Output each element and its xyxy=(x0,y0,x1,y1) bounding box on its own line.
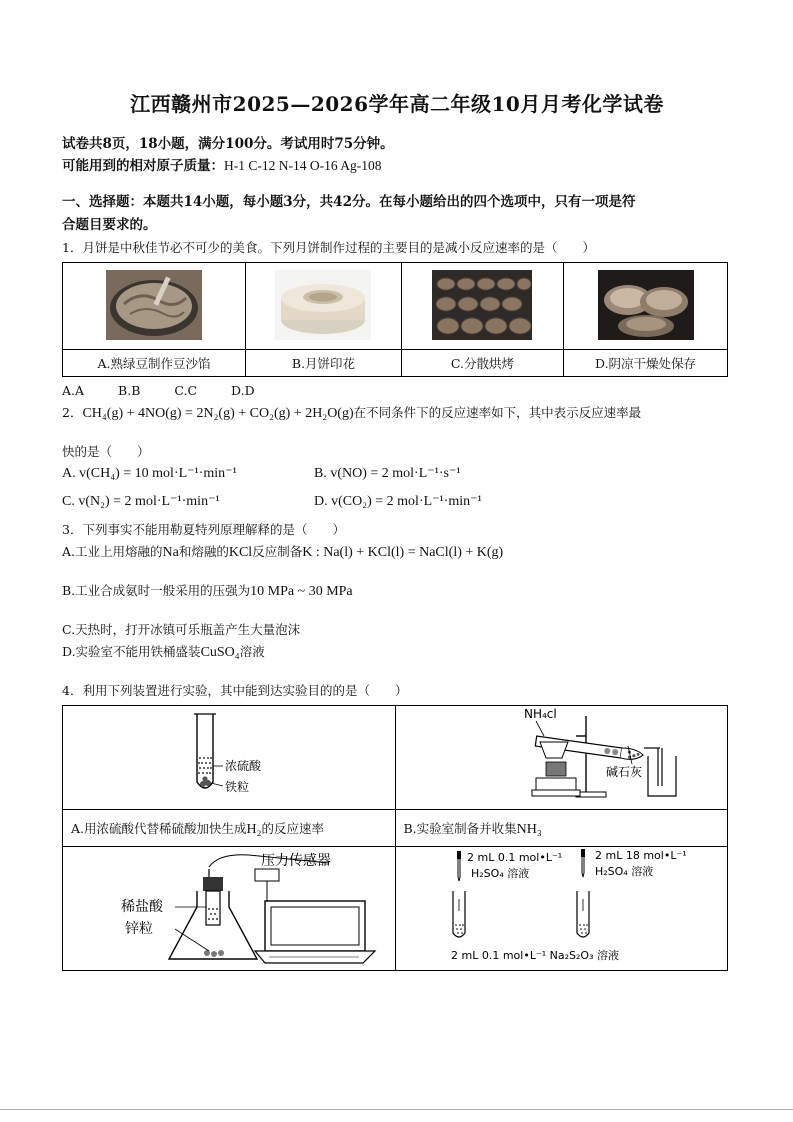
q4-caption-a-text-2: 的反应速率 xyxy=(261,820,325,836)
q2-options-row-1 xyxy=(62,463,732,485)
stored-mooncakes-image xyxy=(598,270,694,340)
q2-options-row-2 xyxy=(62,491,732,513)
atomic-mass-label: 可能用到的相对原子质量： xyxy=(62,158,224,174)
q3-option-b[interactable] xyxy=(62,580,732,603)
q1-option-b[interactable]: B.B xyxy=(118,383,141,398)
q2-option-d[interactable]: D. v(CO₂) = 2 mol·L⁻¹·min⁻¹ xyxy=(314,494,482,509)
ammonia-apparatus-diagram xyxy=(436,706,686,806)
q1-image-b xyxy=(246,263,402,350)
exam-meta xyxy=(62,133,732,177)
fig-a-label-iron: 铁粒 xyxy=(224,780,249,794)
q3-option-d-chem: CuSO₄ xyxy=(200,645,240,660)
question-4-table xyxy=(62,705,728,971)
q2-option-b[interactable]: B. v(NO) = 2 mol·L⁻¹·s⁻¹ xyxy=(314,466,461,481)
section-1-heading xyxy=(62,191,732,237)
q3-option-a-na: Na xyxy=(162,545,179,560)
q1-image-c xyxy=(401,263,563,350)
spacer xyxy=(62,664,732,680)
pressure-sensor-diagram xyxy=(69,847,389,967)
q4-figure-a xyxy=(63,706,396,810)
test-tube-diagram xyxy=(129,708,329,804)
q4-figure-c xyxy=(63,847,396,971)
q1-image-d xyxy=(564,263,728,350)
q3-option-a-text-3: 反应制备 xyxy=(252,544,303,559)
q3-option-a-equation: K : Na(l) + KCl(l) = NaCl(l) + K(g) xyxy=(302,545,504,560)
q3-option-d[interactable] xyxy=(62,641,732,664)
q2-stem-tail: 在不同条件下的反应速率如下，其中表示反应速率最 xyxy=(353,405,642,420)
q1-image-a xyxy=(63,263,246,350)
meta-line-1: 试卷共8页，18小题，满分100分。考试用时75分钟。 xyxy=(62,136,394,152)
exam-page xyxy=(62,88,732,974)
question-2-stem xyxy=(62,402,732,425)
fig-b-label-soda-lime: 碱石灰 xyxy=(606,765,643,779)
q4-caption-a-text: A.用浓硫酸代替稀硫酸加快生成 xyxy=(71,820,247,836)
q1-option-c[interactable]: C.C xyxy=(174,383,198,398)
q1-option-a[interactable]: A.A xyxy=(62,383,85,398)
fig-c-label-acid: 稀盐酸 xyxy=(120,899,163,915)
fig-d-tube-2-solution: H₂SO₄ 溶液 xyxy=(595,865,654,878)
question-1-options xyxy=(62,380,732,402)
fig-c-label-sensor: 压力传感器 xyxy=(260,853,331,869)
fig-d-tube-2-conc: 2 mL 18 mol•L⁻¹ xyxy=(595,849,687,862)
fig-c-label-zinc: 锌粒 xyxy=(124,921,153,937)
mooncakes-on-tray-image xyxy=(432,270,532,340)
q3-option-b-value: 10 MPa ~ 30 MPa xyxy=(250,584,353,599)
reaction-rate-tubes-diagram xyxy=(401,847,721,967)
q3-option-d-text-2: 溶液 xyxy=(239,644,265,659)
q4-figure-d xyxy=(395,847,728,971)
q2-option-a[interactable]: A. v(CH₄) = 10 mol·L⁻¹·min⁻¹ xyxy=(62,466,237,481)
q2-number: 2． xyxy=(62,405,83,420)
question-3-stem: 3．下列事实不能用勒夏特列原理解释的是（ ） xyxy=(62,522,345,537)
q4-caption-b[interactable] xyxy=(395,810,728,847)
q3-option-b-text: B.工业合成氨时一般采用的压强为 xyxy=(62,583,251,598)
q2-option-c[interactable]: C. v(N₂) = 2 mol·L⁻¹·min⁻¹ xyxy=(62,494,220,509)
q1-caption-d: D.阴凉干燥处保存 xyxy=(564,350,728,377)
spacer xyxy=(62,425,732,441)
spacer xyxy=(62,603,732,619)
fig-d-bottom-label: 2 mL 0.1 mol•L⁻¹ Na₂S₂O₃ 溶液 xyxy=(451,949,620,962)
q1-caption-c: C.分散烘烤 xyxy=(401,350,563,377)
q3-option-a-kcl: KCl xyxy=(228,545,253,560)
question-4-stem: 4．利用下列装置进行实验，其中能到达实验目的的是（ ） xyxy=(62,683,408,698)
fig-a-label-acid: 浓硫酸 xyxy=(224,759,261,773)
q1-option-d[interactable]: D.D xyxy=(231,383,255,398)
q4-figure-b xyxy=(395,706,728,810)
q4-caption-b-text: B.实验室制备并收集 xyxy=(403,820,517,836)
q1-caption-b: B.月饼印花 xyxy=(246,350,402,377)
fig-d-tube-1-solution: H₂SO₄ 溶液 xyxy=(471,867,530,880)
mooncake-stamp-image xyxy=(275,270,371,340)
page-bottom-divider xyxy=(0,1109,793,1110)
q4-caption-a-chem: H₂ xyxy=(246,821,262,837)
q3-option-d-text: D.实验室不能用铁桶盛装 xyxy=(62,644,201,659)
q2-stem-line-2: 快的是（ ） xyxy=(62,444,150,459)
question-1-stem: 1．月饼是中秋佳节必不可少的美食。下列月饼制作过程的主要目的是减小反应速率的是（ ） xyxy=(62,240,595,255)
section-1-heading-line-2: 合题目要求的。 xyxy=(62,217,157,233)
fig-d-tube-1-conc: 2 mL 0.1 mol•L⁻¹ xyxy=(467,851,563,864)
question-1-table xyxy=(62,262,728,377)
q3-option-a[interactable] xyxy=(62,541,732,564)
q4-caption-a[interactable] xyxy=(63,810,396,847)
fig-b-label-nh4cl: NH₄cl xyxy=(524,707,557,721)
spacer xyxy=(62,564,732,580)
q4-caption-b-chem: NH₃ xyxy=(516,821,542,837)
q1-caption-a: A.熟绿豆制作豆沙馅 xyxy=(63,350,246,377)
exam-title: 江西赣州市2025—2026学年高二年级10月月考化学试卷 xyxy=(130,92,664,116)
q3-option-a-text: A.工业上用熔融的 xyxy=(62,544,163,559)
atomic-mass-values: H-1 C-12 N-14 O-16 Ag-108 xyxy=(224,158,382,173)
section-1-heading-line-1: 一、选择题：本题共14小题，每小题3分，共42分。在每小题给出的四个选项中，只有一项是符 xyxy=(62,194,636,210)
q3-option-c[interactable]: C.天热时，打开冰镇可乐瓶盖产生大量泡沫 xyxy=(62,622,301,637)
q3-option-a-text-2: 和熔融的 xyxy=(178,544,229,559)
bowl-of-bean-paste-image xyxy=(106,270,202,340)
q2-equation: CH₄(g) + 4NO(g) = 2N₂(g) + CO₂(g) + 2H₂O(g) xyxy=(82,406,354,421)
meta-line-2 xyxy=(62,155,732,177)
